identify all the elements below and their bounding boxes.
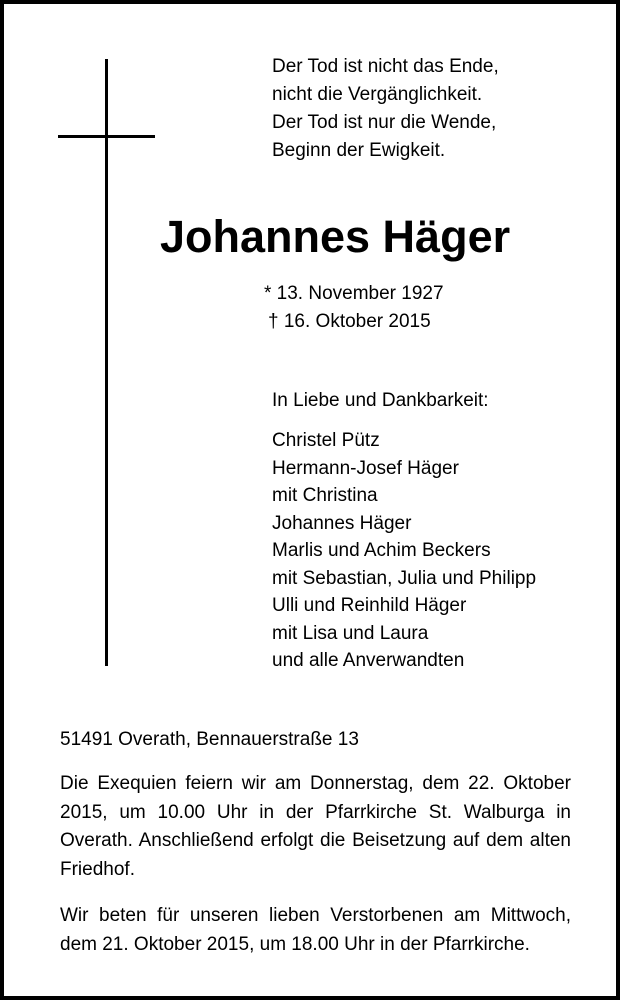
prayer-notice: Wir beten für unseren lieben Verstorbenen am Mittwoch, dem 21. Oktober 2015, um 18.00 Uhr in der Pfarrkirche. — [60, 905, 571, 955]
mourner-item: Hermann-Josef Häger — [272, 457, 459, 479]
deceased-name: Johannes Häger — [160, 211, 511, 262]
poem-line: Beginn der Ewigkeit. — [272, 140, 446, 161]
cross-icon-vertical-bar — [105, 59, 108, 666]
poem — [272, 53, 602, 165]
poem-line: Der Tod ist nicht das Ende, — [272, 56, 499, 77]
thanks-line: In Liebe und Dankbarkeit: — [272, 390, 489, 411]
funeral-notice: Die Exequien feiern wir am Donnerstag, dem 22. Oktober 2015, um 10.00 Uhr in der Pfarrkirche St. Walburga in Overath. Anschließend erfolgt die Beisetzung auf dem alten Friedhof. — [60, 773, 571, 880]
mourner-item: und alle Anverwandten — [272, 650, 465, 671]
mourner-item: Christel Pütz — [272, 430, 380, 451]
mourner-item: Johannes Häger — [272, 512, 412, 534]
mourner-item: mit Christina — [272, 485, 378, 506]
mourner-item: mit Sebastian, Julia und Philipp — [272, 567, 537, 589]
mourner-item: Marlis und Achim Beckers — [272, 540, 491, 561]
poem-line: nicht die Vergänglichkeit. — [272, 84, 483, 105]
poem-line: Der Tod ist nur die Wende, — [272, 112, 497, 133]
death-date: † 16. Oktober 2015 — [268, 311, 431, 332]
mourners-list — [272, 427, 602, 675]
mourner-item: mit Lisa und Laura — [272, 622, 429, 644]
address: 51491 Overath, Bennauerstraße 13 — [60, 729, 359, 750]
cross-icon-horizontal-bar — [58, 135, 155, 138]
mourner-item: Ulli und Reinhild Häger — [272, 595, 467, 616]
life-dates — [264, 280, 594, 336]
birth-date: * 13. November 1927 — [264, 283, 444, 304]
